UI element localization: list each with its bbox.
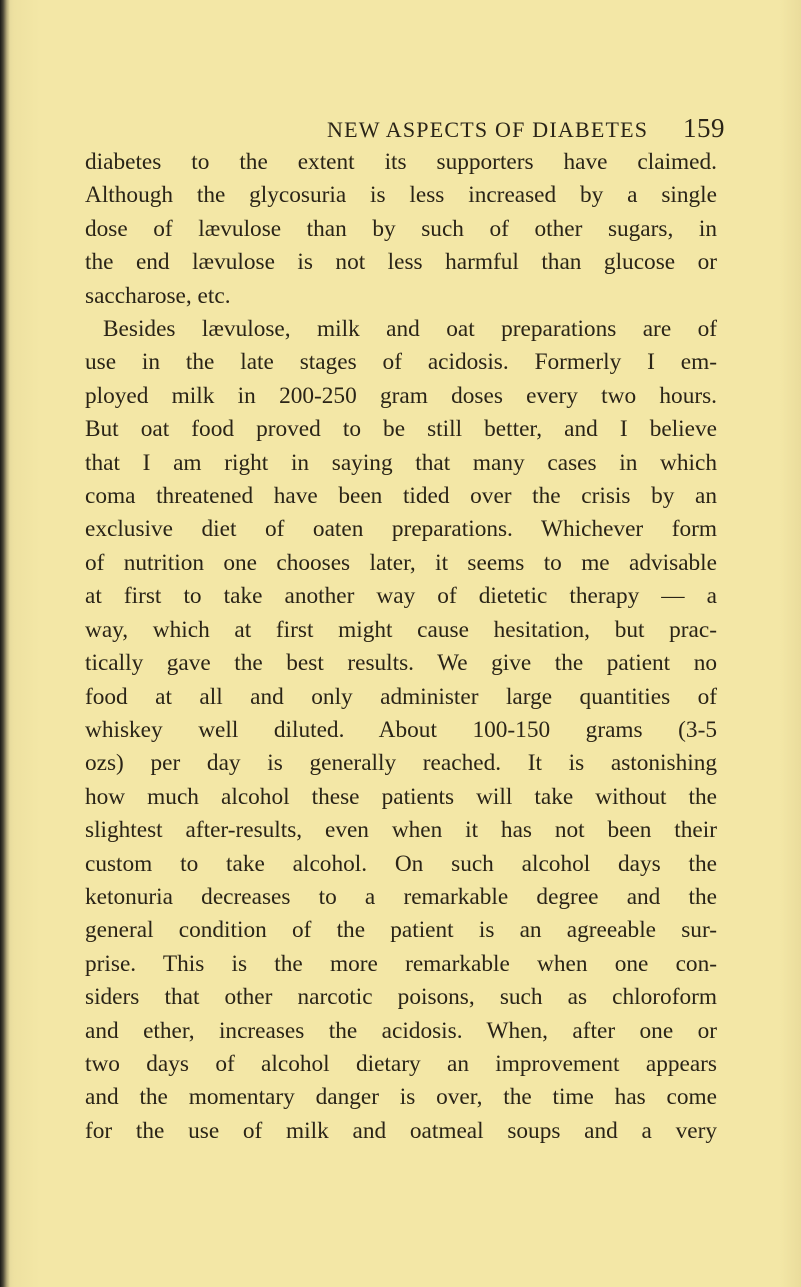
running-title: NEW ASPECTS OF DIABETES bbox=[327, 117, 649, 142]
text-line: slightest after-results, even when it has not been their bbox=[85, 817, 717, 844]
text-line: ployed milk in 200-250 gram doses every two hours. bbox=[85, 382, 717, 409]
text-line: coma threatened have been tided over the crisis by an bbox=[85, 483, 717, 510]
text-line: ketonuria decreases to a remarkable degree and the bbox=[85, 883, 717, 910]
text-line: exclusive diet of oaten preparations. Whichever form bbox=[85, 516, 717, 543]
text-line: Although the glycosuria is less increased by a single bbox=[85, 182, 717, 209]
text-line: diabetes to the extent its supporters have claimed. bbox=[85, 149, 717, 175]
text-line: how much alcohol these patients will take without the bbox=[85, 783, 717, 810]
text-line: use in the late stages of acidosis. Formerly I em- bbox=[85, 349, 717, 376]
text-line: at first to take another way of dietetic therapy — a bbox=[85, 583, 717, 610]
text-line: dose of lævulose than by such of other sugars, in bbox=[85, 215, 717, 242]
body-text bbox=[85, 146, 717, 1148]
text-line: food at all and only administer large quantities of bbox=[85, 683, 717, 710]
text-line: the end lævulose is not less harmful than glucose or bbox=[85, 249, 717, 276]
page-number: 159 bbox=[683, 113, 725, 143]
text-line: for the use of milk and oatmeal soups and a very bbox=[85, 1117, 717, 1144]
text-line: ozs) per day is generally reached. It is astonishing bbox=[85, 750, 717, 777]
text-line: and ether, increases the acidosis. When, after one or bbox=[85, 1017, 717, 1044]
text-line: way, which at first might cause hesitation, but prac- bbox=[85, 616, 717, 643]
text-line: Besides lævulose, milk and oat preparations are of bbox=[103, 316, 717, 343]
text-line: But oat food proved to be still better, and I believe bbox=[85, 416, 717, 443]
text-line: tically gave the best results. We give the patient no bbox=[85, 650, 717, 677]
page-gutter-shadow bbox=[0, 0, 10, 1287]
text-line: siders that other narcotic poisons, such as chloroform bbox=[85, 984, 717, 1011]
running-header bbox=[327, 113, 727, 145]
text-line: and the momentary danger is over, the time has come bbox=[85, 1084, 717, 1111]
text-line: custom to take alcohol. On such alcohol days the bbox=[85, 850, 717, 877]
text-line: general condition of the patient is an agreeable sur- bbox=[85, 917, 717, 944]
text-line: two days of alcohol dietary an improvement appears bbox=[85, 1050, 717, 1077]
text-line: saccharose, etc. bbox=[85, 282, 231, 309]
text-line: prise. This is the more remarkable when one con- bbox=[85, 950, 717, 977]
text-line: of nutrition one chooses later, it seems to me advisable bbox=[85, 549, 717, 576]
text-line: whiskey well diluted. About 100-150 grams (3-5 bbox=[85, 716, 717, 743]
text-line: that I am right in saying that many cases in which bbox=[85, 449, 717, 476]
